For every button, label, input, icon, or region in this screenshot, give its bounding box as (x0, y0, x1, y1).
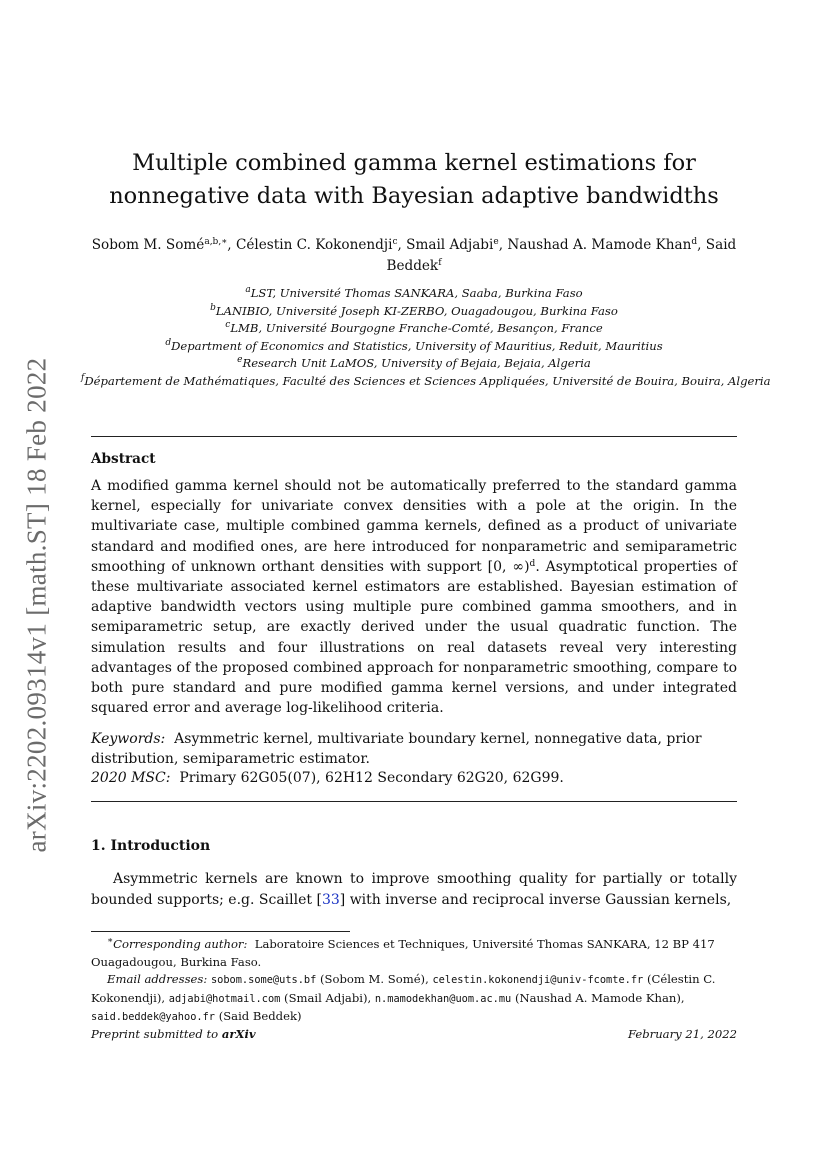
footnote (91, 936, 737, 1027)
footnote-divider (91, 931, 350, 932)
footer-date: February 21, 2022 (627, 1027, 737, 1041)
arxiv-sidebar (14, 350, 60, 860)
keywords-block (91, 730, 737, 789)
author-list: Sobom M. Somé$^{a,b,∗}$, Célestin C. Kokonendji$^c$, Smail Adjabi$^e$, Naushad A. Mamode Khan$^d$, Said Beddek$^f$ (91, 237, 737, 274)
affiliation: $^c$LMB, Université Bourgogne Franche-Comté, Besançon, France (225, 320, 603, 335)
section-heading: 1. Introduction (91, 838, 211, 854)
email-link[interactable]: said.beddek@yahoo.fr (91, 1011, 215, 1023)
paper-title (91, 147, 737, 213)
abstract-bottom-divider (91, 801, 737, 802)
author-name: Naushad A. Mamode Khan (507, 237, 692, 253)
email-addresses: Email addresses: sobom.some@uts.bf (Sobom M. Somé), celestin.kokonendji@univ-fcomte.fr (Célestin C. Kokonendji), adjabi@hotmail.com (Smail Adjabi), n.mamodekhan@uom.ac.mu (Naushad A. Mamode Khan), said.beddek@yahoo.fr (Said Beddek) (91, 972, 716, 1023)
citation-link[interactable]: 33 (321, 891, 340, 908)
footer-preprint-note: Preprint submitted to arXiv (91, 1027, 256, 1041)
author-name: Said Beddek (386, 237, 737, 274)
abstract-heading: Abstract (91, 451, 156, 467)
affiliation: $^b$LANIBIO, Université Joseph KI-ZERBO, Ouagadougou, Burkina Faso (210, 302, 618, 318)
affiliation: $^f$Département de Mathématiques, Faculté des Sciences et Sciences Appliquées, Université de Bouira, Bouira, Algeria (81, 372, 771, 388)
author-affil-mark: a,b,∗ (204, 237, 228, 247)
affiliation: $^a$LST, Université Thomas SANKARA, Saaba, Burkina Faso (245, 285, 583, 300)
affiliation-list (81, 285, 771, 390)
author-name: Smail Adjabi (406, 237, 494, 253)
email-link[interactable]: celestin.kokonendji@univ-fcomte.fr (432, 974, 644, 986)
author-affil-mark: c (392, 237, 398, 247)
title-line-2: nonnegative data with Bayesian adaptive bandwidths (109, 183, 719, 209)
page-footer (91, 1027, 737, 1041)
email-link[interactable]: adjabi@hotmail.com (168, 992, 281, 1005)
author-affil-mark: d (691, 237, 698, 247)
author-affil-mark: f (438, 258, 442, 268)
msc-codes: 2020 MSC: Primary 62G05(07), 62H12 Secondary 62G20, 62G99. (91, 770, 564, 786)
abstract-top-divider (91, 436, 737, 437)
author-name: Célestin C. Kokonendji (235, 237, 393, 253)
corresponding-author-note: ∗Corresponding author: Laboratoire Sciences et Techniques, Université Thomas SANKARA, 12 BP 417 Ouagadougou, Burkina Faso. (91, 936, 715, 969)
introduction-paragraph: Asymmetric kernels are known to improve smoothing quality for partially or totally bounded supports; e.g. Scaillet [33] with inverse and reciprocal inverse Gaussian kernels, (91, 871, 737, 908)
affiliation: $^e$Research Unit LaMOS, University of Bejaia, Bejaia, Algeria (237, 355, 591, 370)
keywords: Keywords: Asymmetric kernel, multivariate boundary kernel, nonnegative data, prior distribution, semiparametric estimator. (91, 731, 702, 767)
abstract-body: A modified gamma kernel should not be automatically preferred to the standard gamma kernel, especially for univariate convex densities with a pole at the origin. In the multivariate case, multiple combined gamma kernels, defined as a product of univariate standard and modified ones, are here introduced for nonparametric and semiparametric smoothing of unknown orthant densities with support [0, ∞)$^d$. Asymptotical properties of these multivariate associated kernel estimators are established. Bayesian estimation of adaptive bandwidth vectors using multiple pure combined gamma smoothers, and in semiparametric setup, are exactly derived under the usual quadratic function. The simulation results and four illustrations on real datasets reveal very interesting advantages of the proposed combined approach for nonparametric smoothing, compare to both pure standard and pure modified gamma kernel versions, and under integrated squared error and average log-likelihood criteria. (91, 478, 737, 717)
author-name: Sobom M. Somé (91, 237, 205, 253)
arxiv-identifier: arXiv:2202.09314v1 [math.ST] 18 Feb 2022 (21, 357, 52, 853)
email-link[interactable]: n.mamodekhan@uom.ac.mu (374, 992, 512, 1005)
email-link[interactable]: sobom.some@uts.bf (210, 974, 317, 986)
title-line-1: Multiple combined gamma kernel estimations for (132, 150, 696, 176)
affiliation: $^d$Department of Economics and Statistics, University of Mauritius, Reduit, Mauritius (165, 337, 663, 353)
author-affil-mark: e (493, 237, 499, 247)
